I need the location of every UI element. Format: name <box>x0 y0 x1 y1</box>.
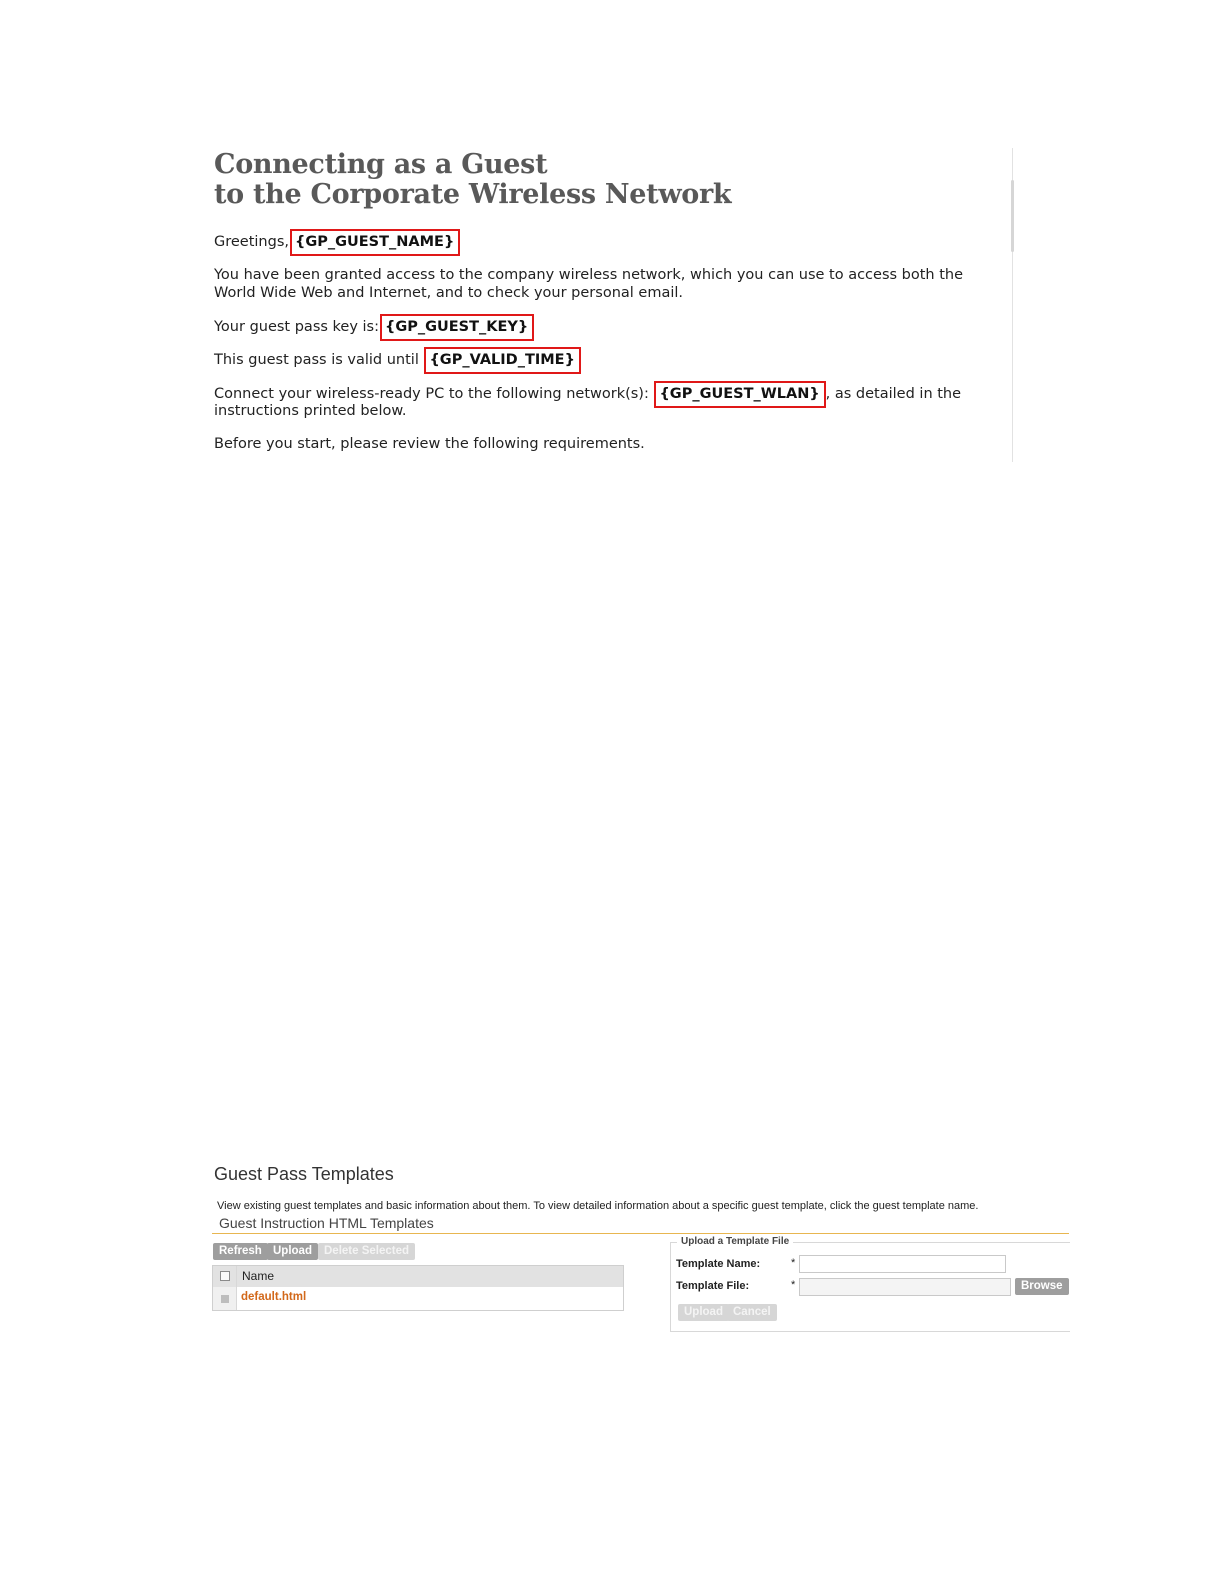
connect-line-2: instructions printed below. <box>214 403 407 419</box>
greeting-line <box>214 229 460 256</box>
page-description: View existing guest templates and basic information about them. To view detailed information about a specific guest template, click the guest template name. <box>217 1200 979 1212</box>
page-title: Guest Pass Templates <box>214 1164 394 1184</box>
guest-key-prefix: Your guest pass key is: <box>214 319 379 335</box>
template-file-label: Template File: <box>676 1280 750 1292</box>
guest-pass-templates-panel <box>208 1156 1073 1346</box>
template-name-label: Template Name: <box>676 1258 761 1270</box>
guest-instructions-preview <box>196 140 1016 464</box>
access-line-1: You have been granted access to the company wireless network, which you can use to access both the <box>214 267 964 283</box>
template-name-input[interactable] <box>799 1255 1006 1273</box>
upload-template-fieldset <box>670 1236 1070 1332</box>
connect-prefix: Connect your wireless-ready PC to the following network(s): <box>214 386 649 402</box>
template-name-required-marker: * <box>791 1257 796 1269</box>
section-divider <box>212 1233 1069 1234</box>
template-file-required-marker: * <box>791 1279 796 1291</box>
select-all-checkbox[interactable] <box>220 1271 230 1281</box>
connect-suffix: , as detailed in the <box>825 386 962 402</box>
greeting-prefix: Greetings, <box>214 234 289 250</box>
guest-key-line <box>214 314 534 341</box>
column-separator <box>236 1266 237 1310</box>
guest-wlan-token: {GP_GUEST_WLAN} <box>654 381 825 408</box>
table-header <box>213 1266 623 1287</box>
refresh-button[interactable]: Refresh <box>213 1243 268 1260</box>
templates-table <box>212 1265 624 1311</box>
form-cancel-button[interactable]: Cancel <box>727 1304 777 1321</box>
template-file-input[interactable] <box>799 1278 1011 1296</box>
preview-title <box>214 150 731 210</box>
browse-button[interactable]: Browse <box>1015 1278 1069 1295</box>
preview-title-line-1: Connecting as a Guest <box>214 149 548 180</box>
form-upload-button[interactable]: Upload <box>678 1304 729 1321</box>
upload-button[interactable]: Upload <box>267 1243 318 1260</box>
access-line-2: World Wide Web and Internet, and to check your personal email. <box>214 285 683 301</box>
section-subtitle: Guest Instruction HTML Templates <box>219 1215 434 1231</box>
template-link-default[interactable]: default.html <box>241 1291 307 1303</box>
delete-selected-button[interactable]: Delete Selected <box>318 1243 415 1260</box>
valid-time-token: {GP_VALID_TIME} <box>424 347 580 374</box>
preview-title-line-2: to the Corporate Wireless Network <box>214 179 732 210</box>
column-header-name[interactable]: Name <box>242 1269 275 1283</box>
guest-name-token: {GP_GUEST_NAME} <box>290 229 460 256</box>
preview-scrollbar-thumb[interactable] <box>1011 180 1014 252</box>
row-checkbox[interactable] <box>221 1295 229 1303</box>
guest-key-token: {GP_GUEST_KEY} <box>380 314 534 341</box>
valid-time-prefix: This guest pass is valid until <box>214 352 419 368</box>
upload-template-legend: Upload a Template File <box>677 1236 793 1247</box>
valid-time-line <box>214 347 581 374</box>
requirements-line: Before you start, please review the following requirements. <box>214 436 645 452</box>
